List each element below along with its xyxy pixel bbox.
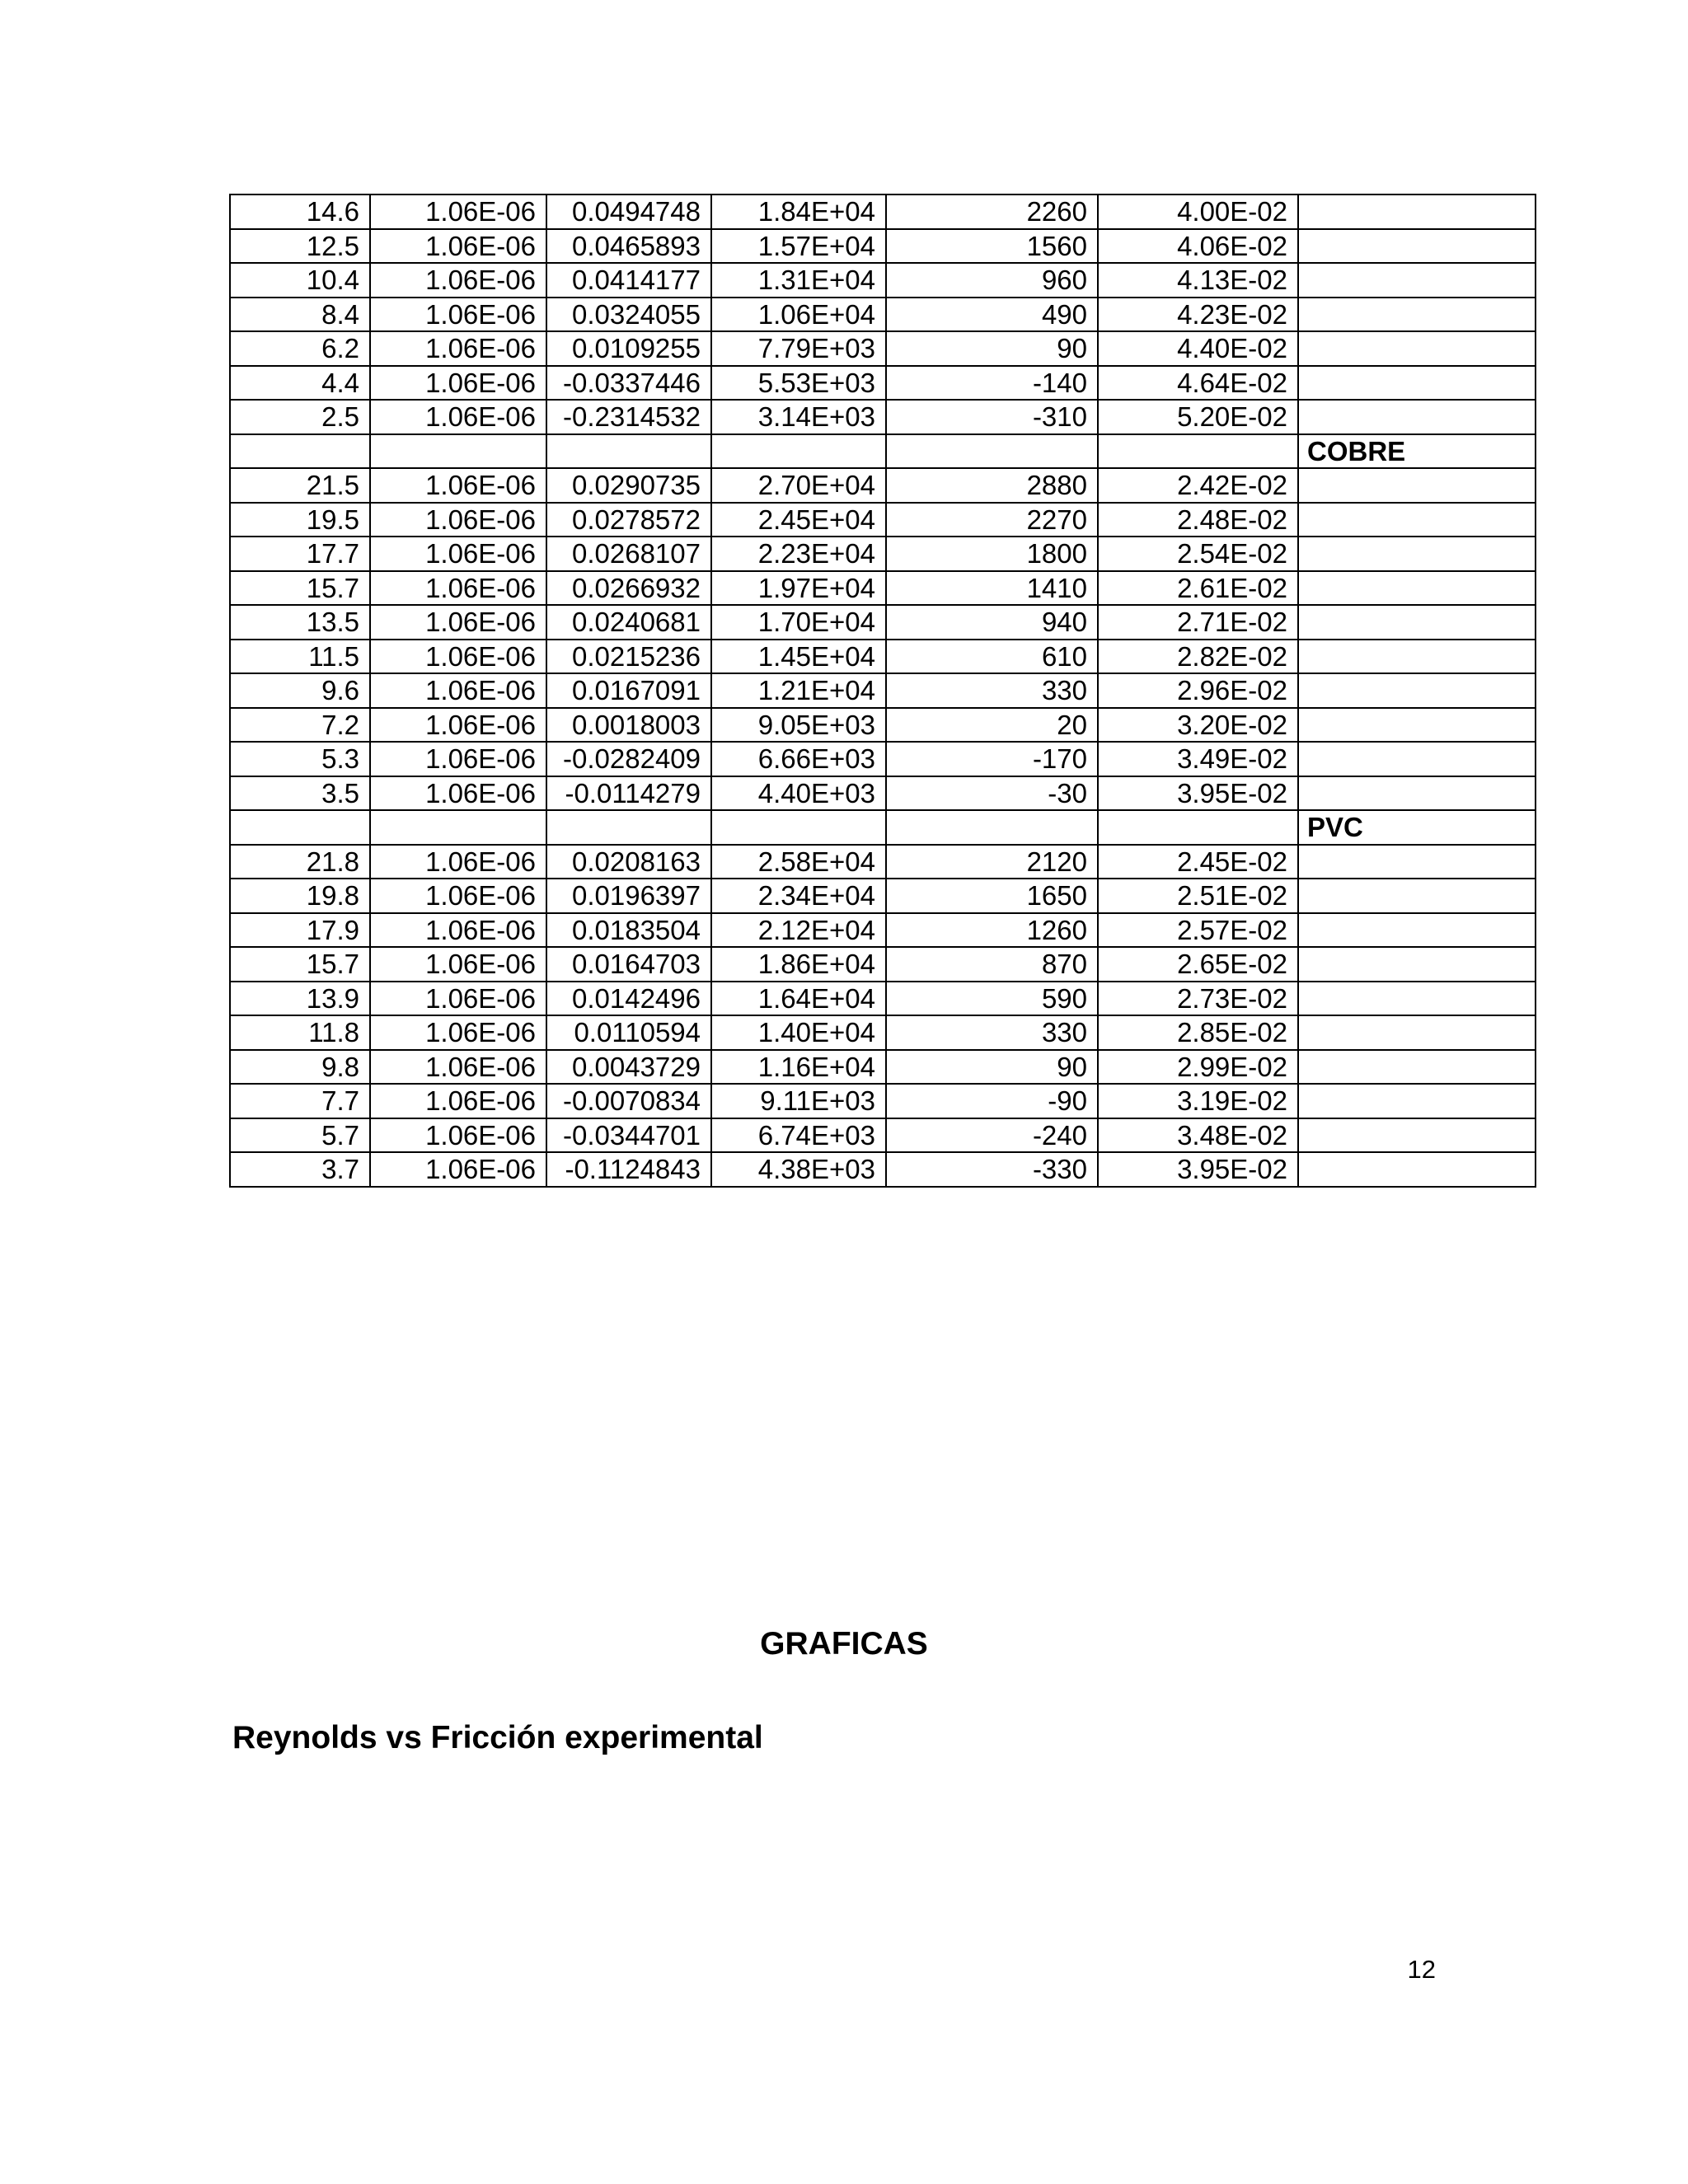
table-cell: 17.7: [230, 537, 370, 571]
table-cell: 1.40E+04: [711, 1015, 886, 1050]
table-cell: 2.96E-02: [1098, 673, 1298, 708]
table-cell: 9.11E+03: [711, 1084, 886, 1118]
table-row: [230, 1084, 1536, 1118]
section-label-row: [230, 434, 1536, 469]
table-cell: 1.84E+04: [711, 194, 886, 229]
table-cell: 7.2: [230, 708, 370, 743]
table-row: [230, 742, 1536, 776]
table-cell: [1098, 434, 1298, 469]
table-cell: 1.06E-06: [370, 503, 546, 537]
table-cell: 1800: [886, 537, 1098, 571]
table-cell: 90: [886, 1050, 1098, 1085]
table-cell: [1298, 1084, 1536, 1118]
table-cell: 10.4: [230, 263, 370, 298]
table-cell: 0.0043729: [546, 1050, 711, 1085]
table-cell: [1298, 776, 1536, 811]
table-cell: 21.5: [230, 468, 370, 503]
table-cell: 1.06E-06: [370, 982, 546, 1016]
table-cell: 2.71E-02: [1098, 605, 1298, 640]
table-cell: [1298, 229, 1536, 264]
table-cell: -140: [886, 366, 1098, 401]
table-row: [230, 982, 1536, 1016]
table-cell: -330: [886, 1152, 1098, 1187]
table-cell: [1298, 537, 1536, 571]
table-cell: 6.74E+03: [711, 1118, 886, 1153]
section-heading-graficas: GRAFICAS: [760, 1626, 928, 1661]
table-cell: 1.06E-06: [370, 1050, 546, 1085]
table-cell: [1298, 708, 1536, 743]
table-cell: 2.48E-02: [1098, 503, 1298, 537]
table-cell: [1298, 1050, 1536, 1085]
table-cell: 0.0109255: [546, 331, 711, 366]
table-cell: 15.7: [230, 571, 370, 606]
table-cell: 7.79E+03: [711, 331, 886, 366]
table-cell: 1.06E-06: [370, 673, 546, 708]
table-cell: 2.12E+04: [711, 913, 886, 948]
table-cell: 1.06E-06: [370, 1015, 546, 1050]
table-cell: 0.0268107: [546, 537, 711, 571]
table-cell: 0.0278572: [546, 503, 711, 537]
table-cell: 1.70E+04: [711, 605, 886, 640]
table-cell: 1.06E-06: [370, 400, 546, 434]
table-cell: 1.06E-06: [370, 571, 546, 606]
table-cell: 15.7: [230, 947, 370, 982]
table-cell: 11.5: [230, 640, 370, 674]
table-cell: [1298, 947, 1536, 982]
table-cell: 1.31E+04: [711, 263, 886, 298]
table-cell: 0.0208163: [546, 845, 711, 879]
table-cell: 330: [886, 673, 1098, 708]
table-cell: 2.5: [230, 400, 370, 434]
table-cell: [1298, 1118, 1536, 1153]
table-cell: 3.95E-02: [1098, 776, 1298, 811]
table-cell: [1298, 913, 1536, 948]
table-cell: 19.5: [230, 503, 370, 537]
table-row: [230, 1152, 1536, 1187]
table-cell: [1298, 468, 1536, 503]
table-cell: 2.99E-02: [1098, 1050, 1298, 1085]
table-cell: 11.8: [230, 1015, 370, 1050]
table-cell: 13.9: [230, 982, 370, 1016]
table-cell: 0.0142496: [546, 982, 711, 1016]
table-cell: 1.06E-06: [370, 468, 546, 503]
table-row: [230, 468, 1536, 503]
table-cell: [1298, 845, 1536, 879]
table-cell: 2.45E+04: [711, 503, 886, 537]
table-row: [230, 913, 1536, 948]
table-cell: [370, 810, 546, 845]
table-cell: 13.5: [230, 605, 370, 640]
table-cell: 5.53E+03: [711, 366, 886, 401]
table-cell: 0.0240681: [546, 605, 711, 640]
table-cell: 1.06E-06: [370, 605, 546, 640]
table-cell: 960: [886, 263, 1098, 298]
table-row: [230, 298, 1536, 332]
section-label: COBRE: [1298, 434, 1536, 469]
table-cell: 90: [886, 331, 1098, 366]
table-cell: [546, 810, 711, 845]
table-row: [230, 366, 1536, 401]
table-cell: 3.48E-02: [1098, 1118, 1298, 1153]
table-cell: 3.5: [230, 776, 370, 811]
table-cell: [1298, 298, 1536, 332]
table-cell: 3.14E+03: [711, 400, 886, 434]
table-cell: 1.97E+04: [711, 571, 886, 606]
table-cell: 2.61E-02: [1098, 571, 1298, 606]
table-cell: 5.20E-02: [1098, 400, 1298, 434]
table-cell: 2260: [886, 194, 1098, 229]
table-cell: 0.0018003: [546, 708, 711, 743]
table-cell: 20: [886, 708, 1098, 743]
table-cell: 2.54E-02: [1098, 537, 1298, 571]
table-cell: 4.23E-02: [1098, 298, 1298, 332]
table-cell: [1298, 1015, 1536, 1050]
table-cell: [546, 434, 711, 469]
table-cell: 1.86E+04: [711, 947, 886, 982]
table-cell: -90: [886, 1084, 1098, 1118]
table-cell: 6.2: [230, 331, 370, 366]
table-row: [230, 503, 1536, 537]
table-cell: 0.0196397: [546, 879, 711, 913]
table-cell: 2.45E-02: [1098, 845, 1298, 879]
table-cell: 0.0465893: [546, 229, 711, 264]
table-body: [230, 194, 1536, 1187]
table-cell: 3.19E-02: [1098, 1084, 1298, 1118]
table-cell: 2.70E+04: [711, 468, 886, 503]
table-cell: 2270: [886, 503, 1098, 537]
table-row: [230, 571, 1536, 606]
table-cell: [230, 434, 370, 469]
table-cell: 4.13E-02: [1098, 263, 1298, 298]
table-row: [230, 776, 1536, 811]
table-row: [230, 229, 1536, 264]
table-cell: 0.0266932: [546, 571, 711, 606]
table-cell: 4.06E-02: [1098, 229, 1298, 264]
table-cell: [1298, 640, 1536, 674]
table-row: [230, 673, 1536, 708]
table-row: [230, 708, 1536, 743]
table-cell: -0.0282409: [546, 742, 711, 776]
table-cell: 3.95E-02: [1098, 1152, 1298, 1187]
table-cell: 12.5: [230, 229, 370, 264]
table-cell: 4.40E-02: [1098, 331, 1298, 366]
table-cell: 2120: [886, 845, 1098, 879]
table-cell: 0.0110594: [546, 1015, 711, 1050]
table-cell: 1.06E-06: [370, 366, 546, 401]
table-cell: 21.8: [230, 845, 370, 879]
table-row: [230, 194, 1536, 229]
table-cell: 0.0494748: [546, 194, 711, 229]
table-cell: 1.06E-06: [370, 913, 546, 948]
table-cell: 9.05E+03: [711, 708, 886, 743]
table-cell: [1298, 605, 1536, 640]
table-cell: 1.06E-06: [370, 947, 546, 982]
table-cell: [1298, 571, 1536, 606]
table-cell: 0.0183504: [546, 913, 711, 948]
table-cell: 1260: [886, 913, 1098, 948]
table-cell: 330: [886, 1015, 1098, 1050]
table-cell: [1298, 503, 1536, 537]
table-cell: 1.64E+04: [711, 982, 886, 1016]
table-cell: 8.4: [230, 298, 370, 332]
table-cell: 1.06E-06: [370, 194, 546, 229]
table-cell: 2.82E-02: [1098, 640, 1298, 674]
table-cell: -30: [886, 776, 1098, 811]
table-cell: 2.23E+04: [711, 537, 886, 571]
table-row: [230, 1015, 1536, 1050]
table-cell: -0.0114279: [546, 776, 711, 811]
table-cell: [711, 434, 886, 469]
table-cell: 610: [886, 640, 1098, 674]
table-row: [230, 640, 1536, 674]
table-cell: 1.57E+04: [711, 229, 886, 264]
table-cell: -170: [886, 742, 1098, 776]
table-cell: [1098, 810, 1298, 845]
table-cell: [886, 434, 1098, 469]
table-cell: 2.65E-02: [1098, 947, 1298, 982]
table-cell: [1298, 673, 1536, 708]
table-cell: 870: [886, 947, 1098, 982]
table-cell: [711, 810, 886, 845]
table-cell: 5.7: [230, 1118, 370, 1153]
table-cell: -310: [886, 400, 1098, 434]
table-cell: 0.0324055: [546, 298, 711, 332]
table-cell: 9.8: [230, 1050, 370, 1085]
table-cell: 1.06E-06: [370, 1152, 546, 1187]
table-cell: [1298, 194, 1536, 229]
table-cell: 3.49E-02: [1098, 742, 1298, 776]
table-cell: [886, 810, 1098, 845]
table-cell: 940: [886, 605, 1098, 640]
table-cell: 1.06E-06: [370, 776, 546, 811]
table-cell: 2.42E-02: [1098, 468, 1298, 503]
table-cell: 14.6: [230, 194, 370, 229]
table-cell: 0.0414177: [546, 263, 711, 298]
section-label-row: [230, 810, 1536, 845]
table-cell: 1560: [886, 229, 1098, 264]
table-cell: 3.20E-02: [1098, 708, 1298, 743]
table-cell: 2.58E+04: [711, 845, 886, 879]
table-cell: 1.06E+04: [711, 298, 886, 332]
table-row: [230, 605, 1536, 640]
table-row: [230, 263, 1536, 298]
table-cell: 4.38E+03: [711, 1152, 886, 1187]
table-cell: -0.0337446: [546, 366, 711, 401]
table-cell: 1.06E-06: [370, 1084, 546, 1118]
table-cell: [1298, 982, 1536, 1016]
table-cell: 3.7: [230, 1152, 370, 1187]
table-cell: 6.66E+03: [711, 742, 886, 776]
table-cell: 1.21E+04: [711, 673, 886, 708]
table-cell: 1.06E-06: [370, 708, 546, 743]
table-cell: 1.06E-06: [370, 537, 546, 571]
table-cell: -240: [886, 1118, 1098, 1153]
table-row: [230, 1118, 1536, 1153]
table-cell: 2.34E+04: [711, 879, 886, 913]
table-row: [230, 1050, 1536, 1085]
table-cell: 1410: [886, 571, 1098, 606]
table-cell: 490: [886, 298, 1098, 332]
table-cell: -0.0344701: [546, 1118, 711, 1153]
table-cell: [1298, 331, 1536, 366]
table-cell: 1.06E-06: [370, 742, 546, 776]
table-cell: [1298, 263, 1536, 298]
table-cell: 19.8: [230, 879, 370, 913]
table-cell: -0.1124843: [546, 1152, 711, 1187]
table-row: [230, 879, 1536, 913]
table-cell: [1298, 879, 1536, 913]
table-row: [230, 331, 1536, 366]
table-cell: 4.40E+03: [711, 776, 886, 811]
table-cell: 2.57E-02: [1098, 913, 1298, 948]
table-row: [230, 537, 1536, 571]
table-row: [230, 400, 1536, 434]
table-cell: 0.0167091: [546, 673, 711, 708]
table-cell: 4.64E-02: [1098, 366, 1298, 401]
table-cell: [1298, 366, 1536, 401]
table-cell: 0.0164703: [546, 947, 711, 982]
table-cell: 9.6: [230, 673, 370, 708]
table-cell: 1.06E-06: [370, 879, 546, 913]
table-cell: 5.3: [230, 742, 370, 776]
table-row: [230, 845, 1536, 879]
table-cell: 4.4: [230, 366, 370, 401]
chart-subtitle: Reynolds vs Fricción experimental: [232, 1720, 763, 1755]
data-table: [229, 194, 1536, 1188]
table-cell: 1.06E-06: [370, 1118, 546, 1153]
table-cell: 0.0290735: [546, 468, 711, 503]
table-cell: 1.06E-06: [370, 845, 546, 879]
table-cell: 1.06E-06: [370, 331, 546, 366]
table-cell: 1650: [886, 879, 1098, 913]
table-cell: 2.85E-02: [1098, 1015, 1298, 1050]
table-cell: -0.2314532: [546, 400, 711, 434]
table-cell: -0.0070834: [546, 1084, 711, 1118]
table-cell: 2.51E-02: [1098, 879, 1298, 913]
table-cell: [1298, 1152, 1536, 1187]
table-cell: 4.00E-02: [1098, 194, 1298, 229]
table-cell: 1.45E+04: [711, 640, 886, 674]
table-cell: 7.7: [230, 1084, 370, 1118]
table-cell: [230, 810, 370, 845]
table-cell: 1.06E-06: [370, 298, 546, 332]
table-cell: 1.16E+04: [711, 1050, 886, 1085]
table-cell: [1298, 400, 1536, 434]
table-cell: 1.06E-06: [370, 263, 546, 298]
table-cell: 2.73E-02: [1098, 982, 1298, 1016]
table-cell: 1.06E-06: [370, 229, 546, 264]
table-cell: 2880: [886, 468, 1098, 503]
table-cell: [1298, 742, 1536, 776]
section-label: PVC: [1298, 810, 1536, 845]
table-cell: 17.9: [230, 913, 370, 948]
table-cell: 0.0215236: [546, 640, 711, 674]
table-cell: 590: [886, 982, 1098, 1016]
table-cell: 1.06E-06: [370, 640, 546, 674]
page-number: 12: [1407, 1955, 1436, 1984]
table-row: [230, 947, 1536, 982]
table-cell: [370, 434, 546, 469]
